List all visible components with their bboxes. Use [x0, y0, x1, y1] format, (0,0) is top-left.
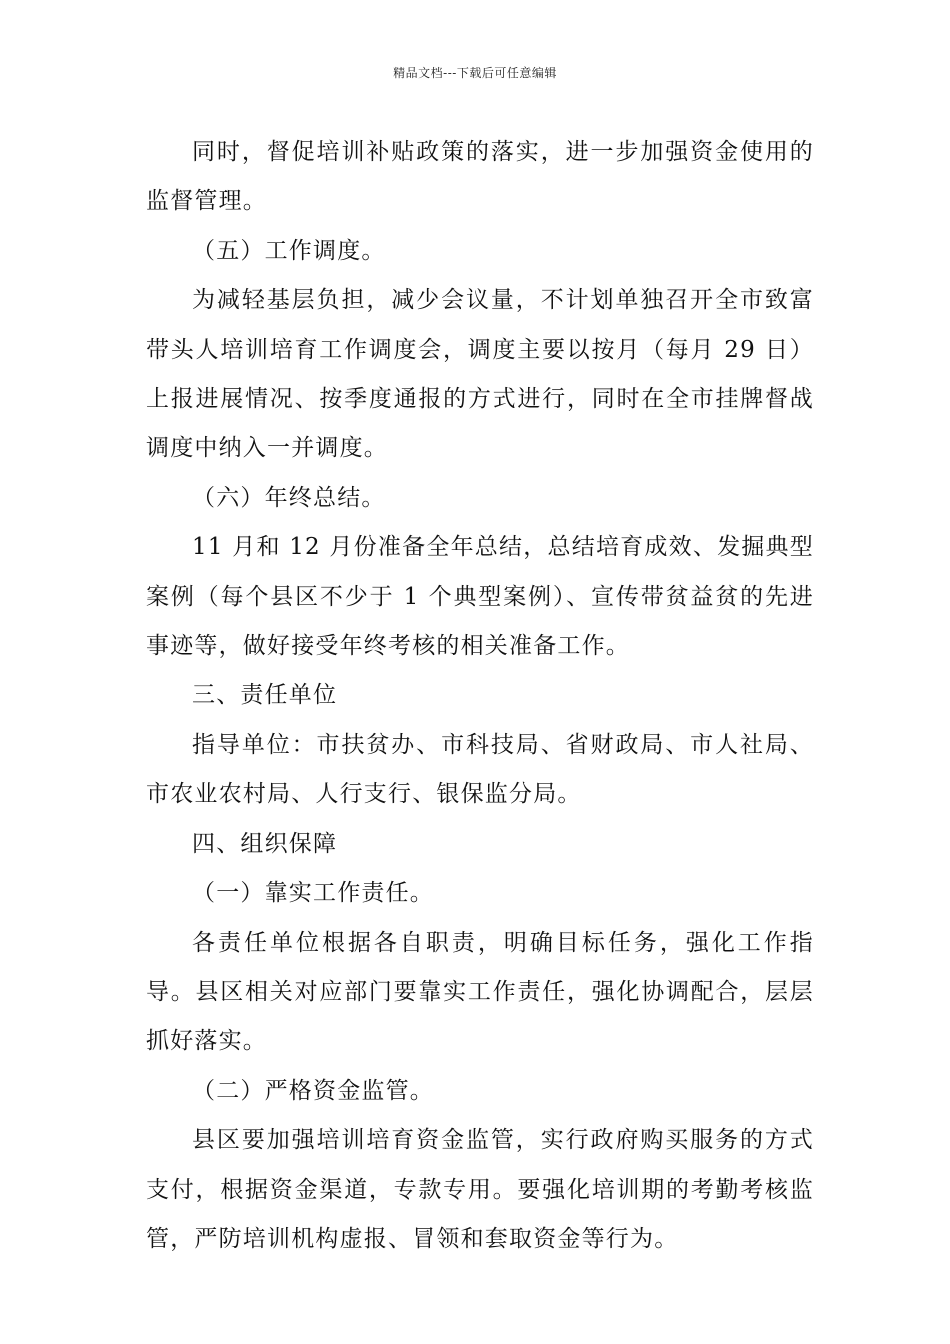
- paragraph-guiding-units: 指导单位：市扶贫办、市科技局、省财政局、市人社局、市农业农村局、人行支行、银保监分局。: [146, 731, 814, 808]
- paragraph-supervision: 同时，督促培训补贴政策的落实，进一步加强资金使用的监督管理。: [146, 139, 814, 215]
- paragraph-scheduling-details: 为减轻基层负担，减少会议量，不计划单独召开全市致富带头人培训培育工作调度会，调度主要以按月（每月 29 日）上报进展情况、按季度通报的方式进行，同时在全市挂牌督战调度中纳入一并调度。: [146, 287, 814, 462]
- paragraph-year-end-summary: 11 月和 12 月份准备全年总结，总结培育成效、发掘典型案例（每个县区不少于 1 个典型案例）、宣传带贫益贫的先进事迹等，做好接受年终考核的相关准备工作。: [146, 534, 814, 660]
- heading-year-end-summary: （六）年终总结。: [192, 484, 386, 511]
- heading-fund-supervision: （二）严格资金监管。: [192, 1077, 434, 1104]
- heading-organizational-guarantee: 四、组织保障: [192, 830, 338, 857]
- heading-responsible-units: 三、责任单位: [192, 682, 338, 709]
- document-body: [146, 128, 814, 1264]
- heading-work-responsibility: （一）靠实工作责任。: [192, 880, 434, 907]
- page-header: 精品文档---下载后可任意编辑: [393, 66, 557, 80]
- paragraph-work-responsibility: 各责任单位根据各自职责，明确目标任务，强化工作指导。县区相关对应部门要靠实工作责任，强化协调配合，层层抓好落实。: [146, 929, 814, 1055]
- paragraph-fund-supervision: 县区要加强培训培育资金监管，实行政府购买服务的方式支付，根据资金渠道，专款专用。要强化培训期的考勤考核监管，严防培训机构虚报、冒领和套取资金等行为。: [146, 1127, 814, 1252]
- heading-work-scheduling: （五）工作调度。: [192, 237, 386, 264]
